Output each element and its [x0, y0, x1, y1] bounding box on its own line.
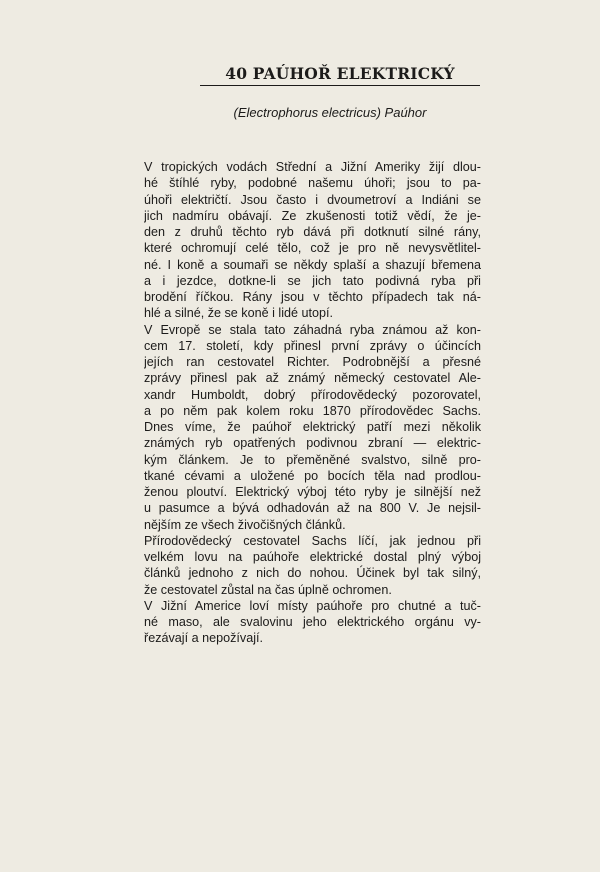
text-line: a po něm pak kolem roku 1870 přírodovědec Sachs.: [144, 403, 481, 418]
text-line: u pasumce a bývá odhadován až na 800 V. Je nejsil-: [144, 501, 481, 516]
text-line: nějším ze všech živočišných článků.: [144, 517, 346, 532]
text-line: ženou ploutví. Elektrický výboj této ryby je silnější než: [144, 485, 481, 499]
text-line: zprávy přinesl pak až známý německý cestovatel Ale-: [144, 371, 481, 386]
text-line: jich nadmíru obávají. Ze zkušenosti totiž vědí, že je-: [144, 208, 481, 223]
article-body: [144, 159, 481, 647]
text-line: V Evropě se stala tato záhadná ryba známou až kon-: [144, 322, 481, 337]
text-line: velkém lovu na paúhoře elektrické dostal plný výboj: [144, 550, 481, 564]
latin-name: (Electrophorus electricus): [233, 105, 381, 120]
text-line: kým článkem. Je to přeměněné svalstvo, silně pro-: [144, 452, 481, 467]
text-line: den z druhů těchto ryb dává při dotknutí silné rány,: [144, 225, 481, 239]
text-line: né. I koně a soumaři se někdy splaší a shazují břemena: [144, 257, 481, 272]
text-line: známých ryb opatřených podivnou zbraní — elektric-: [144, 436, 481, 451]
text-line: hé štíhlé ryby, podobné našemu úhoři; jsou to pa-: [144, 176, 481, 191]
text-line: hlé a silné, že se koně i lidé utopí.: [144, 306, 334, 321]
text-line: né maso, ale svalovinu jeho elektrického orgánu vy-: [144, 615, 481, 629]
page-heading: 40 PAÚHOŘ ELEKTRICKÝ: [225, 64, 455, 83]
text-line: cem 17. století, kdy přinesl první zprávy o účincích: [144, 338, 481, 353]
text-line: brodění říčkou. Rány jsou v těchto případech tak ná-: [144, 290, 481, 304]
text-line: Dnes víme, že paúhoř elektrický patří mezi několik: [144, 420, 481, 434]
heading-underline: [200, 85, 480, 86]
text-line: V tropických vodách Střední a Jižní Ameriky žijí dlou-: [144, 160, 481, 174]
species-subtitle: [180, 104, 480, 122]
text-line: že cestovatel zůstal na čas úplně ochromen.: [144, 582, 392, 597]
text-line: a i jezdce, dotkne-li se jich tato podivná ryba při: [144, 273, 481, 288]
text-line: které ochromují celé tělo, což je pro ně nevysvětlitel-: [144, 241, 481, 256]
text-line: jejích ran cestovatel Richter. Podrobnější a přesné: [144, 355, 481, 369]
text-line: V Jižní Americe loví místy paúhoře pro chutné a tuč-: [144, 598, 481, 613]
text-line: řezávají a nepožívají.: [144, 631, 264, 646]
text-line: tkané cévami a uložené po bocích těla nad prodlou-: [144, 468, 481, 483]
common-name: Paúhor: [384, 105, 427, 120]
text-line: Přírodovědecký cestovatel Sachs líčí, jak jednou při: [144, 533, 481, 548]
text-line: xandr Humboldt, dobrý přírodovědecký pozorovatel,: [144, 387, 481, 402]
text-line: úhoři električtí. Jsou často i dvoumetroví a Indiáni se: [144, 192, 481, 207]
text-line: článků jednoho z nich do nohou. Účinek byl tak silný,: [144, 566, 481, 581]
